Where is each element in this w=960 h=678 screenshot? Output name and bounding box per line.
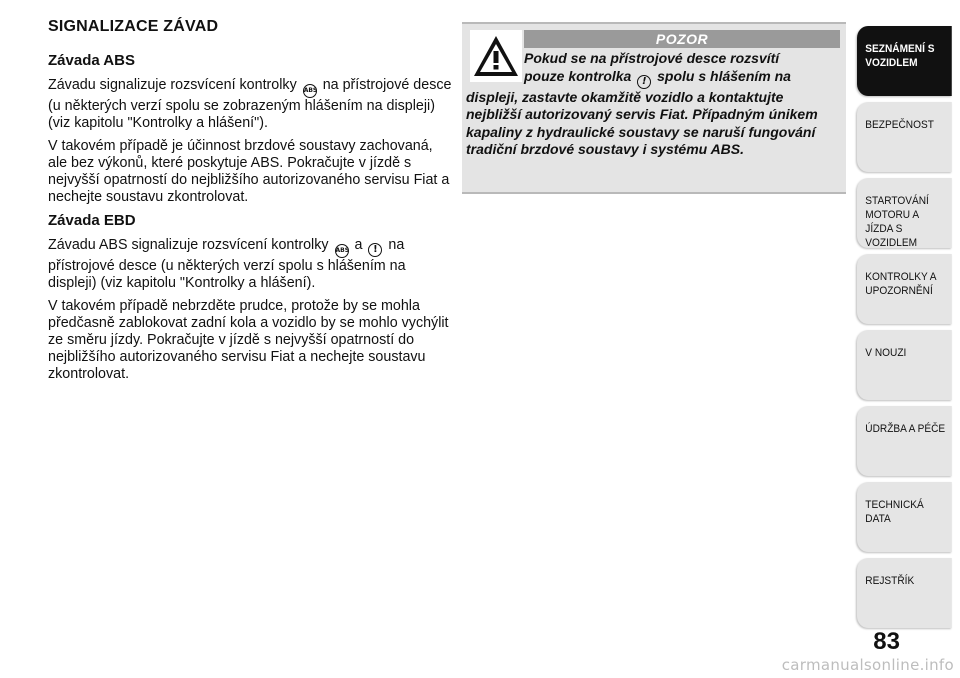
abs-p1-part-b: na přístrojové desce (u některých verzí spolu se zobrazeným hlášením na displeji) (viz kapitolu "Kontrolky a hlášení").: [48, 77, 452, 131]
abs-failure-paragraph-1: [48, 77, 453, 132]
warning-text: [466, 50, 838, 159]
section-title: SIGNALIZACE ZÁVAD: [48, 18, 219, 35]
abs-warning-icon: ABS: [335, 244, 349, 258]
tab-startovani[interactable]: STARTOVÁNÍ MOTORU A JÍZDA S VOZIDLEM: [857, 178, 952, 248]
tab-udrzba[interactable]: ÚDRŽBA A PÉČE: [857, 406, 952, 476]
page-number: 83: [873, 628, 900, 655]
warning-box: [462, 22, 846, 194]
brake-warning-icon: !: [637, 75, 651, 89]
brake-warning-icon: !: [368, 243, 382, 257]
ebd-failure-paragraph-1: [48, 237, 453, 292]
abs-failure-heading: Závada ABS: [48, 52, 135, 69]
warning-line-b: [466, 68, 838, 89]
tab-technicka-data[interactable]: TECHNICKÁ DATA: [857, 482, 952, 552]
watermark: carmanualsonline.info: [781, 656, 954, 674]
warning-rest: displeji, zastavte okamžitě vozidlo a kontaktujte nejbližší autorizovaný servis Fiat. Případným únikem kapaliny z hydraulické soustavy se naruší fungování tradiční brzdové soustavy i systému ABS.: [466, 88, 818, 157]
abs-warning-icon: ABS: [303, 84, 317, 98]
tab-seznameni-s-vozidlem[interactable]: SEZNÁMENÍ S VOZIDLEM: [857, 26, 952, 96]
warning-line-b2: spolu s hlášením na: [657, 67, 791, 84]
ebd-p1-part-a: Závadu ABS signalizuje rozsvícení kontrolky: [48, 237, 329, 253]
main-content: [48, 18, 453, 389]
ebd-failure-heading: Závada EBD: [48, 212, 136, 229]
chapter-tabs: [857, 26, 960, 634]
abs-failure-paragraph-2: V takovém případě je účinnost brzdové soustavy zachovaná, ale bez výkonů, které poskytuje ABS. Pokračujte v jízdě s nejvyšší opatrností do nejbližšího autorizovaného servisu Fiat a nechejte soustavu zkontrolovat.: [48, 138, 450, 205]
tab-bezpecnost[interactable]: BEZPEČNOST: [857, 102, 952, 172]
ebd-p1-part-c: na přístrojové desce (u některých verzí spolu s hlášením na displeji) (viz kapitolu "Kontrolky a hlášení).: [48, 237, 406, 291]
tab-v-nouzi[interactable]: V NOUZI: [857, 330, 952, 400]
abs-p1-part-a: Závadu signalizuje rozsvícení kontrolky: [48, 77, 297, 93]
tab-rejstrik[interactable]: REJSTŘÍK: [857, 558, 952, 628]
ebd-failure-paragraph-2: V takovém případě nebrzděte prudce, protože by se mohla předčasně zablokovat zadní kola a vozidlo by se mohlo vychýlit ze směru jízdy. Pokračujte v jízdě s nejvyšší opatrností do nejbližšího autorizovaného servisu Fiat a nechejte soustavu zkontrolovat.: [48, 298, 449, 382]
ebd-p1-part-b: a: [354, 237, 363, 253]
tab-kontrolky[interactable]: KONTROLKY A UPOZORNĚNÍ: [857, 254, 952, 324]
warning-line-a: Pokud se na přístrojové desce rozsvítí: [524, 50, 780, 66]
warning-line-b1: pouze kontrolka: [524, 67, 632, 84]
warning-title: POZOR: [524, 30, 840, 48]
